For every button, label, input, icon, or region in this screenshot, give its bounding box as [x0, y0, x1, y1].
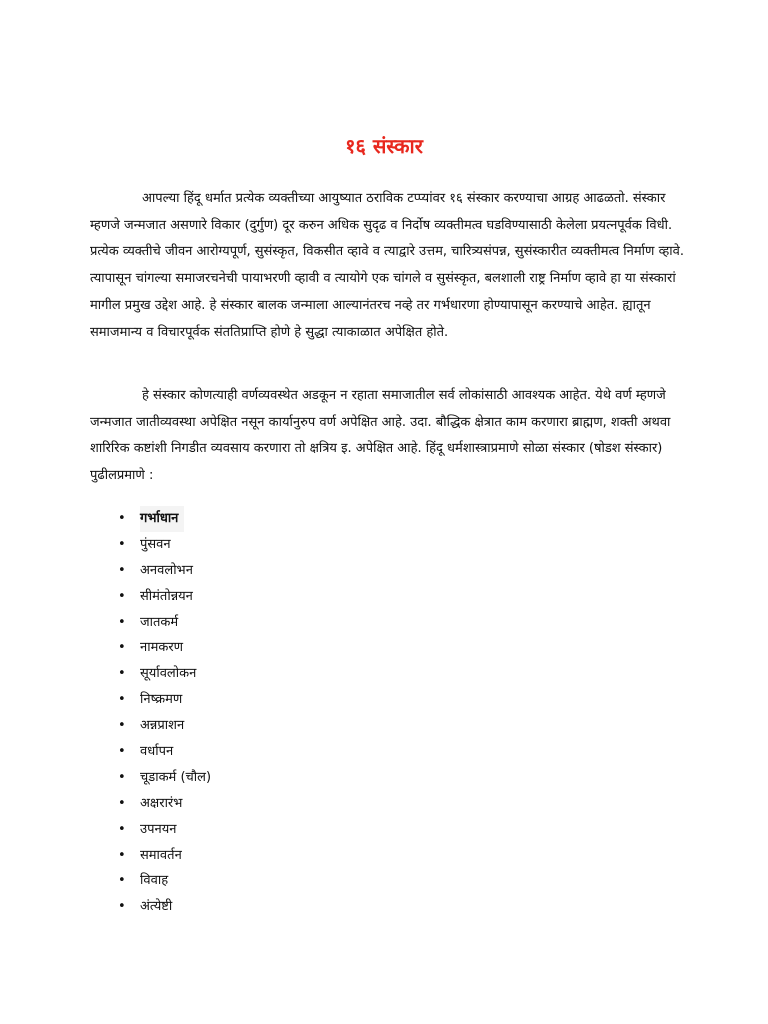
list-item	[118, 739, 211, 765]
bullet-icon: •	[118, 873, 126, 889]
list-item-label: अन्नप्राशन	[140, 718, 185, 734]
list-item	[118, 817, 211, 843]
intro-paragraph-text: आपल्या हिंदू धर्मात प्रत्येक व्यक्तीच्या आयुष्यात ठराविक टप्प्यांवर १६ संस्कार करण्याचा आग्रह आढळतो. संस्कार म्हणजे जन्मजात असणारे विकार (दुर्गुण) दूर करुन अधिक सुदृढ व निर्दोष व्यक्तीमत्व घडविण्यासाठी केलेला प्रयत्नपूर्वक विधी. प्रत्येक व्यक्तीचे जीवन आरोग्यपूर्ण, सुसंस्कृत, विकसीत व्हावे व त्याद्वारे उत्तम, चारित्र्यसंपन्न, सुसंस्कारीत व्यक्तीमत्व निर्माण व्हावे. त्यापासून चांगल्या समाजरचनेची पायाभरणी व्हावी व त्यायोगे एक चांगले व सुसंस्कृत, बलशाली राष्ट्र निर्माण व्हावे हा या संस्कारां मागील प्रमुख उद्देश आहे. हे संस्कार बालक जन्माला आल्यानंतरच नव्हे तर गर्भधारणा होण्यापासून करण्याचे आहेत. ह्यातून समाजमान्य व विचारपूर्वक संततिप्राप्ति होणे हे सुद्धा त्याकाळात अपेक्षित होते.	[90, 191, 684, 340]
page-title: १६ संस्कार	[345, 134, 423, 158]
list-item-label: विवाह	[140, 873, 169, 889]
list-item	[118, 532, 211, 558]
bullet-icon: •	[118, 511, 126, 526]
list-item	[118, 687, 211, 713]
list-item	[118, 713, 211, 739]
list-item	[118, 843, 211, 869]
bullet-icon: •	[118, 666, 126, 682]
list-item-label: चूडाकर्म (चौल)	[140, 769, 212, 785]
list-item	[118, 506, 211, 532]
list-item-label: जातकर्म	[140, 614, 179, 630]
list-item-label: अक्षरारंभ	[140, 795, 183, 811]
bullet-icon: •	[118, 769, 126, 785]
bullet-icon: •	[118, 899, 126, 915]
list-item-label: पुंसवन	[140, 536, 171, 552]
list-item	[118, 635, 211, 661]
list-item-label: अनवलोभन	[140, 562, 193, 578]
list-item-label: नामकरण	[140, 640, 184, 656]
list-item-label: वर्धापन	[140, 744, 174, 760]
bullet-icon: •	[118, 821, 126, 837]
varna-paragraph	[90, 383, 690, 490]
list-item	[118, 610, 211, 636]
bullet-icon: •	[118, 744, 126, 760]
bullet-icon: •	[118, 588, 126, 604]
list-item-label: समावर्तन	[140, 847, 182, 863]
bullet-icon: •	[118, 692, 126, 708]
bullet-icon: •	[118, 614, 126, 630]
bullet-icon: •	[118, 562, 126, 578]
bullet-icon: •	[118, 795, 126, 811]
bullet-icon: •	[118, 640, 126, 656]
list-item-label: सूर्यावलोकन	[140, 666, 197, 682]
intro-paragraph	[90, 186, 690, 346]
sanskar-list	[118, 506, 211, 920]
bullet-icon: •	[118, 536, 126, 552]
varna-paragraph-text: हे संस्कार कोणत्याही वर्णव्यवस्थेत अडकून न रहाता समाजातील सर्व लोकांसाठी आवश्यक आहेत. येथे वर्ण म्हणजे जन्मजात जातीव्यवस्था अपेक्षित नसून कार्यानुरुप वर्ण अपेक्षित आहे. उदा. बौद्धिक क्षेत्रात काम करणारा ब्राह्मण, शक्ती अथवा शारिरिक कष्टांशी निगडीत व्यवसाय करणारा तो क्षत्रिय इ. अपेक्षित आहे. हिंदू धर्मशास्त्राप्रमाणे सोळा संस्कार (षोडश संस्कार) पुढीलप्रमाणे :	[90, 388, 671, 484]
bullet-icon: •	[118, 847, 126, 863]
list-item	[118, 558, 211, 584]
list-item-label: निष्क्रमण	[140, 692, 183, 708]
list-item-label: अंत्येष्टी	[140, 899, 173, 915]
bullet-icon: •	[118, 718, 126, 734]
list-item-label: उपनयन	[140, 821, 177, 837]
list-item	[118, 661, 211, 687]
list-item	[118, 584, 211, 610]
list-item	[118, 894, 211, 920]
list-item-label: सीमंतोन्नयन	[140, 588, 193, 604]
list-item	[118, 791, 211, 817]
list-item	[118, 868, 211, 894]
list-item-label: गर्भाधान	[140, 506, 184, 532]
list-item	[118, 765, 211, 791]
